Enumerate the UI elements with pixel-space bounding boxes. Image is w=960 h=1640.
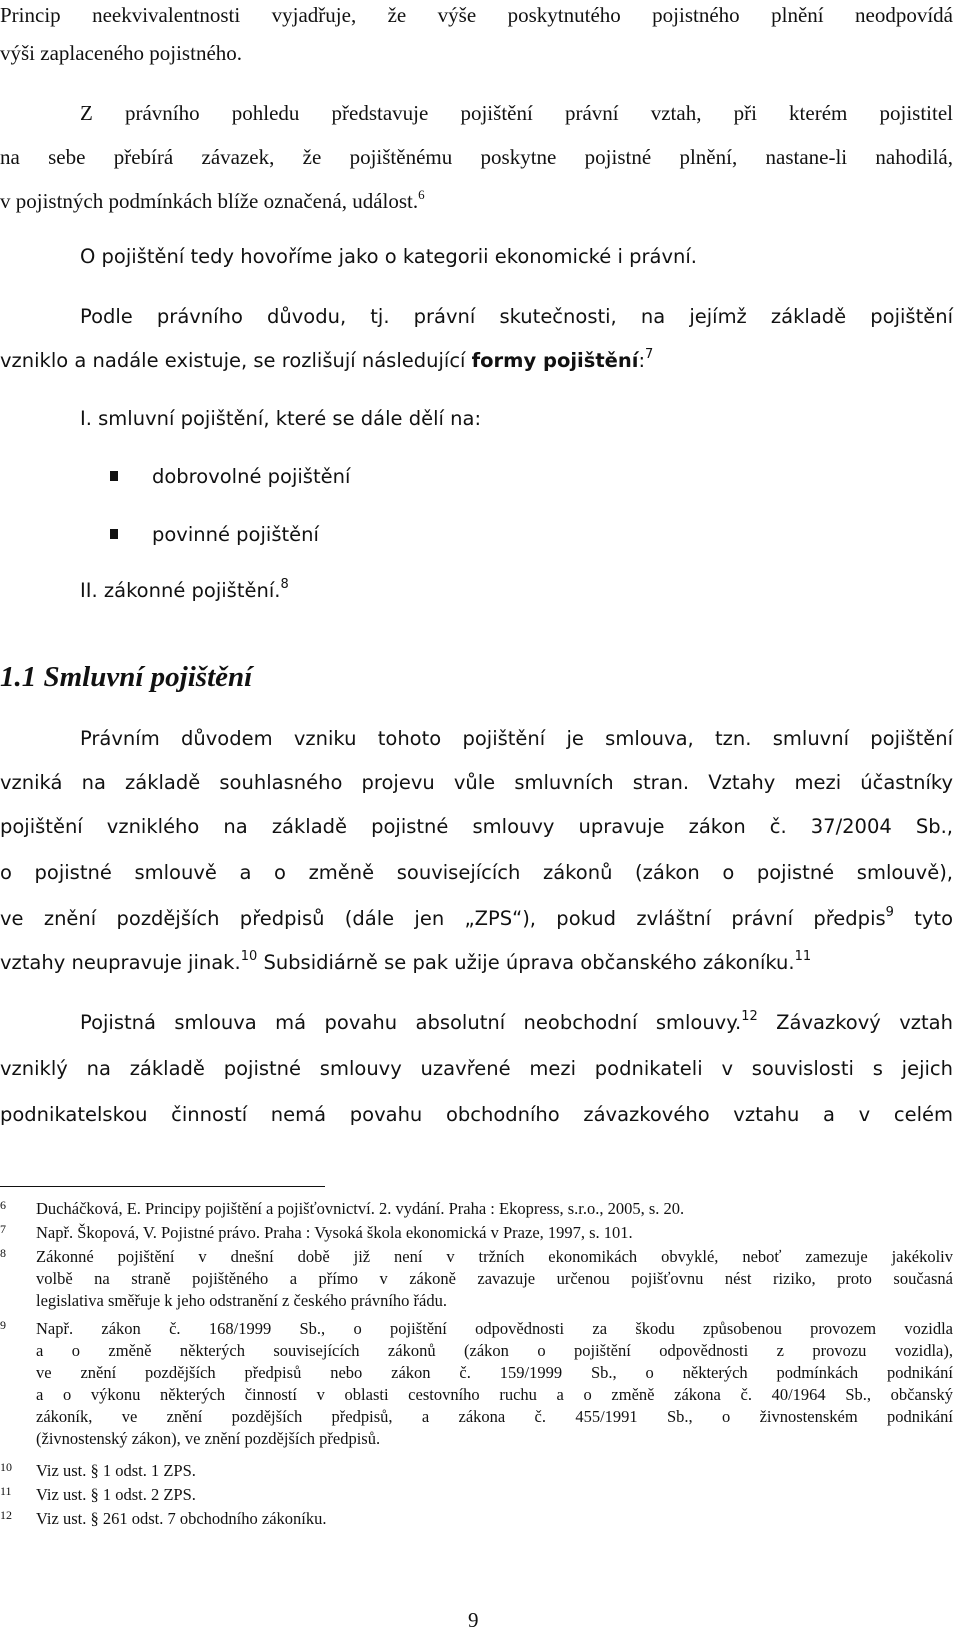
footnote-text: [36, 1318, 953, 1450]
paragraph-line: Podle právního důvodu, tj. právní skutečnosti, na jejímž základě pojištění: [80, 305, 953, 328]
text-run: vzniklo a nadále existuje, se rozlišují následující: [0, 349, 466, 372]
text-run: Závazkový vztah: [776, 1011, 953, 1034]
footnote-line: a o výkonu některých činností v oblasti cestovního ruchu a o změně zákona č. 40/1964 Sb., občanský: [36, 1385, 953, 1404]
page-number: 9: [468, 1608, 479, 1632]
footnote-number: 7: [0, 1222, 6, 1236]
footnote-text: Viz ust. § 1 odst. 2 ZPS.: [36, 1485, 196, 1504]
list-item: [80, 578, 289, 604]
text-run: ve znění pozdějších předpisů (dále jen „ZPS“), pokud zvláštní právní předpis: [0, 907, 886, 930]
bullet-label: dobrovolné pojištění: [152, 465, 351, 488]
paragraph-line: Princip neekvivalentnosti vyjadřuje, že výše poskytnutého pojistného plnění neodpovídá: [0, 3, 953, 27]
text-run: Subsidiárně se pak užije úprava občanského zákoníku.: [263, 951, 795, 974]
footnote-number: 11: [0, 1484, 12, 1498]
footnote-number: 9: [0, 1318, 6, 1332]
footnote-ref[interactable]: 9: [885, 905, 894, 920]
paragraph-line: vzniká na základě souhlasného projevu vůle smluvních stran. Vztahy mezi účastníky: [0, 771, 953, 794]
text-run: vztahy neupravuje jinak.: [0, 951, 241, 974]
paragraph-line: Právním důvodem vzniku tohoto pojištění je smlouva, tzn. smluvní pojištění: [80, 727, 953, 750]
paragraph-line: Z právního pohledu představuje pojištění právní vztah, při kterém pojistitel: [80, 101, 953, 125]
footnote-line: volbě na straně pojištěného a přímo v zákoně zavazuje určenou pojišťovnu nést riziko, proto současná: [36, 1269, 953, 1288]
footnote-text: Viz ust. § 261 odst. 7 obchodního zákoníku.: [36, 1509, 327, 1528]
footnote-text: Ducháčková, E. Principy pojištění a pojišťovnictví. 2. vydání. Praha : Ekopress, s.r.o., 2005, s. 20.: [36, 1199, 685, 1218]
footnote-text: Viz ust. § 1 odst. 1 ZPS.: [36, 1461, 196, 1480]
text-run: :: [638, 349, 646, 372]
paragraph-line: [80, 1010, 953, 1036]
paragraph-line: [0, 950, 811, 976]
footnote-ref[interactable]: 11: [794, 949, 812, 964]
paragraph-line: O pojištění tedy hovoříme jako o kategorii ekonomické i právní.: [80, 245, 697, 268]
paragraph-line: [0, 906, 953, 932]
footnote-number: 10: [0, 1460, 12, 1474]
footnote-ref[interactable]: 8: [280, 577, 289, 592]
paragraph-line: vzniklý na základě pojistné smlouvy uzavřené mezi podnikateli v souvislosti s jejich: [0, 1057, 953, 1080]
footnote-line: a o změně některých souvisejících zákonů (zákon o pojištění odpovědnosti z provozu vozidla),: [36, 1341, 953, 1360]
text-run: Pojistná smlouva má povahu absolutní neobchodní smlouvy.: [80, 1011, 742, 1034]
footnote-line: Zákonné pojištění v dnešní době již není v tržních ekonomikách obvyklé, neboť zamezuje jakékoliv: [36, 1247, 953, 1266]
footnote-line: Např. zákon č. 168/1999 Sb., o pojištění odpovědnosti za škodu způsobenou provozem vozidla: [36, 1319, 953, 1338]
list-item: I. smluvní pojištění, které se dále dělí na:: [80, 407, 482, 430]
paragraph-line: [0, 348, 653, 374]
footnote-separator: [0, 1186, 325, 1187]
paragraph-line: výši zaplaceného pojistného.: [0, 41, 243, 65]
paragraph-line: podnikatelskou činností nemá povahu obchodního závazkového vztahu a v celém: [0, 1103, 953, 1126]
paragraph-line: o pojistné smlouvě a o změně souvisejících zákonů (zákon o pojistné smlouvě),: [0, 861, 953, 884]
text-run: tyto: [914, 907, 953, 930]
bullet-item: [110, 522, 319, 548]
bullet-icon: [110, 529, 118, 539]
footnote-number: 6: [0, 1198, 6, 1212]
bullet-item: [110, 464, 350, 490]
footnote-line: zákoník, ve znění pozdějších předpisů, a zákona č. 455/1991 Sb., o živnostenském podnikání: [36, 1407, 953, 1426]
emphasis-text: formy pojištění: [471, 349, 639, 372]
footnote-ref[interactable]: 10: [240, 949, 258, 964]
footnote-ref[interactable]: 12: [741, 1009, 758, 1024]
section-heading: 1.1 Smluvní pojištění: [0, 661, 253, 693]
footnote-number: 8: [0, 1246, 6, 1260]
bullet-label: povinné pojištění: [152, 523, 319, 546]
text-run: II. zákonné pojištění.: [80, 579, 281, 602]
footnote-number: 12: [0, 1508, 12, 1522]
paragraph-line: [0, 188, 425, 214]
footnote-text: Např. Škopová, V. Pojistné právo. Praha : Vysoká škola ekonomická v Praze, 1997, s. 101.: [36, 1223, 633, 1242]
text-run: v pojistných podmínkách blíže označená, událost.: [0, 189, 419, 213]
paragraph-line: na sebe přebírá závazek, že pojištěnému poskytne pojistné plnění, nastane-li nahodilá,: [0, 145, 953, 169]
bullet-icon: [110, 471, 118, 481]
footnote-line: legislativa směřuje k jeho odstranění z českého právního řádu.: [36, 1291, 447, 1310]
footnote-line: (živnostenský zákon), ve znění pozdějších předpisů.: [36, 1429, 381, 1448]
footnote-text: [36, 1246, 953, 1312]
paragraph-line: pojištění vzniklého na základě pojistné smlouvy upravuje zákon č. 37/2004 Sb.,: [0, 815, 953, 838]
footnote-line: ve znění pozdějších předpisů nebo zákon č. 159/1999 Sb., o některých podmínkách podnikání: [36, 1363, 953, 1382]
footnote-ref[interactable]: 7: [645, 347, 654, 362]
footnote-ref[interactable]: 6: [418, 187, 425, 202]
